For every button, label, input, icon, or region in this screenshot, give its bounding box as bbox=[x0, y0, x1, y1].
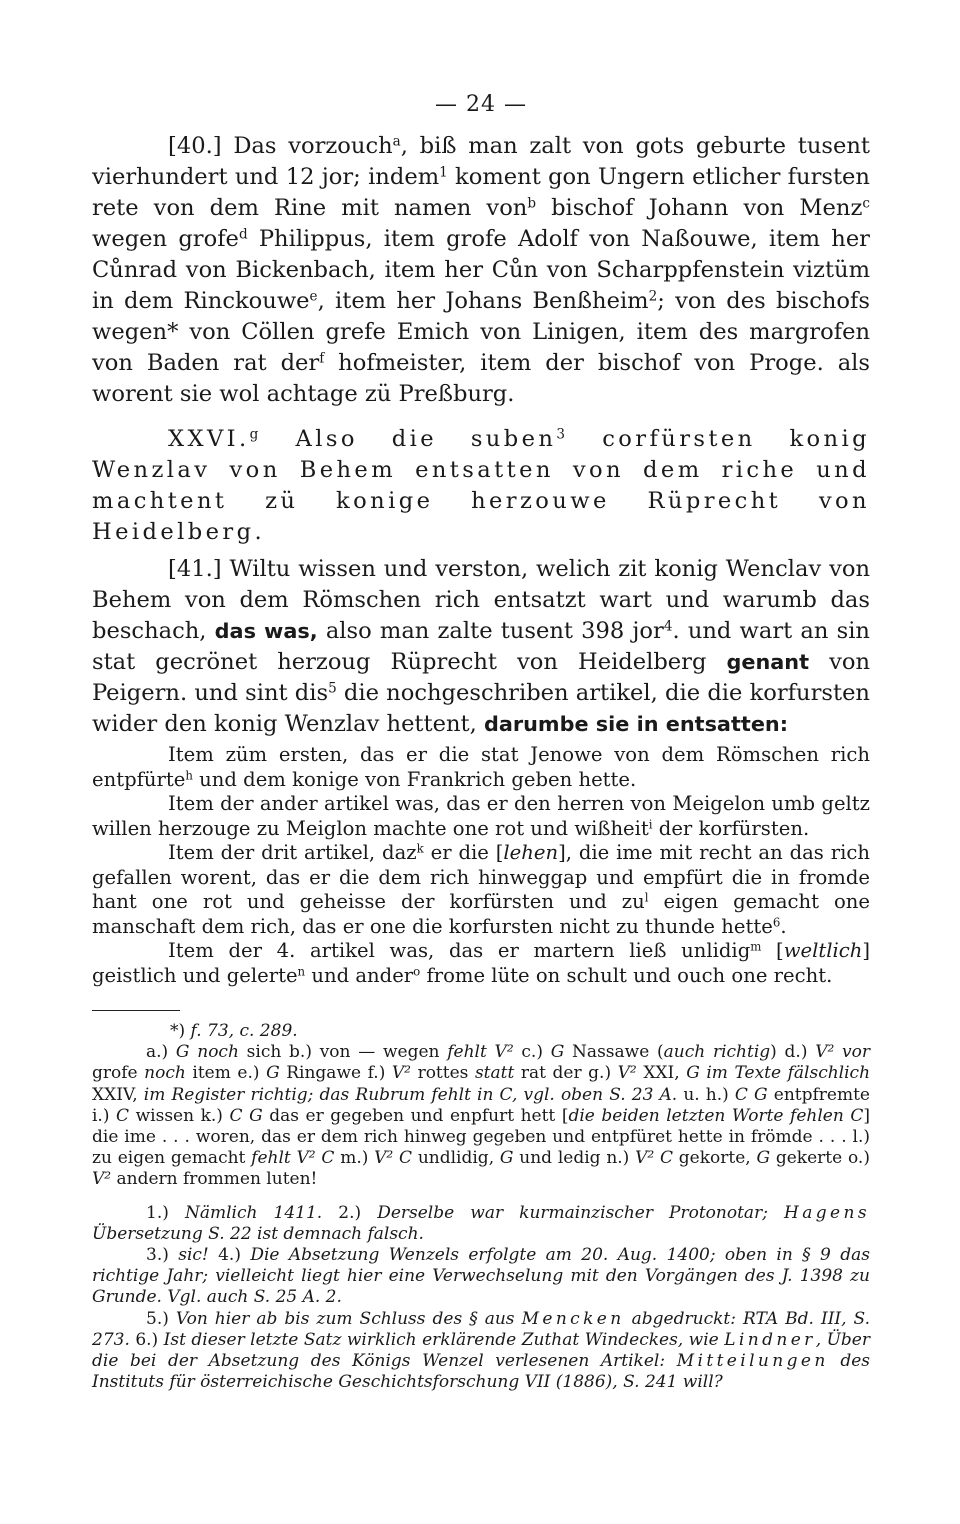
paragraph-41: [41.] Wiltu wissen und verston, welich zit konig Wenclav von Behem von dem Römschen rich entsatzt wart und warumb das beschach, das was, also man zalte tusent 398 jor$^4$. und wart an sin stat gecrönet herzoug Rüprecht von Heidelberg genant von Peigern. und sint dis$^5$ die nochgeschriben artikel, die die korfursten wider den konig Wenzlav hettent, darumbe sie in entsatten: bbox=[92, 556, 871, 737]
page-number: — 24 — bbox=[435, 92, 527, 117]
note-ref: k bbox=[416, 841, 424, 856]
bold-text: genant bbox=[726, 650, 810, 674]
page bbox=[92, 92, 870, 1393]
article-item: Item der 4. artikel was, das er martern ließ unlidig$^m$ [weltlich] geistlich und gelerte$^n$ und ander$^o$ frome lüte on schult und ouch one recht. bbox=[92, 939, 870, 987]
paragraph-40: [40.] Das vorzouch$^a$, biß man zalt von gots geburte tusent vierhundert und 12 jor; indem$^1$ koment gon Ungern etlicher fursten rete von dem Rine mit namen von$^b$ bischof Johann von Menz$^c$ wegen grofe$^d$ Philippus, item grofe Adolf von Naßouwe, item her Cůnrad von Bickenbach, item her Cůn von Scharppfenstein viztüm in dem Rinckouwe$^e$, item her Johans Benßheim$^2$; von des bischofs wegen* von Cöllen grefe Emich von Linigen, item des margrofen von Baden rat der$^f$ hofmeister, item der bischof von Proge. als worent sie wol achtage zü Preßburg. bbox=[92, 133, 870, 407]
note-ref: d bbox=[238, 226, 248, 243]
note-ref: 1 bbox=[439, 164, 448, 181]
note-ref: f bbox=[319, 350, 325, 367]
note-ref: i bbox=[648, 817, 653, 832]
note-ref: 6 bbox=[772, 915, 781, 930]
variant-notes bbox=[92, 1021, 870, 1191]
article-list bbox=[92, 743, 870, 988]
variant-apparatus: a.) G noch sich b.) von — wegen fehlt V² c.) G Nassawe (auch richtig) d.) V² vor grofe noch item e.) G Ringawe f.) V² rottes statt rat der g.) V² XXI, G im Texte fälschlich XXIV, im Register richtig; das Rubrum fehlt in C, vgl. oben S. 23 A. u. h.) C G entpfremte i.) C wissen k.) C G das er gegeben und enpfurt hett [die beiden letzten Worte fehlen C] die ime . . . woren, das er dem rich hinweg gegeben und entpfüret hette in frömde . . . l.) zu eigen gemacht fehlt V² C m.) V² C undlidig, G und ledig n.) V² C gekorte, G gekerte o.) V² andern frommen luten! bbox=[92, 1042, 871, 1190]
note-ref: n bbox=[297, 964, 306, 979]
bold-text: das was, bbox=[214, 619, 318, 643]
bold-text: darumbe sie in entsatten: bbox=[483, 712, 789, 736]
note-ref: g bbox=[249, 426, 262, 443]
star-note: *) f. 73, c. 289. bbox=[170, 1021, 298, 1041]
explanatory-note: 3.) sic! 4.) Die Absetzung Wenzels erfolgte am 20. Aug. 1400; oben in § 9 das richtige Jahr; vielleicht liegt hier eine Verwechselung mit den Vorgängen des J. 1398 zu Grunde. Vgl. auch S. 25 A. 2. bbox=[92, 1245, 870, 1308]
para-bracket: [41.] bbox=[168, 556, 222, 582]
note-ref: e bbox=[309, 288, 318, 305]
article-item: Item der drit artikel, daz$^k$ er die [lehen], die ime mit recht an das rich gefallen worent, das er die dem rich hinweggap und empfürt die in fromde hant one rot und geheisse der korfürsten und $zu^l$ eigen gemacht one manschaft dem rich, das er one die korfursten nicht zu thunde hette$^6$. bbox=[92, 841, 871, 938]
note-ref: b bbox=[527, 195, 537, 212]
article-item: Item züm ersten, das er die stat Jenowe von dem Römschen rich entpfürte$^h$ und dem konige von Frankrich geben hette. bbox=[92, 743, 870, 791]
note-ref: c bbox=[862, 195, 870, 212]
note-ref: a bbox=[392, 133, 401, 150]
article-item: Item der ander artikel was, das er den herren von Meigelon umb geltz willen herzouge zu Meiglon machte one rot und wißheit$^i$ der korfürsten. bbox=[92, 792, 870, 840]
note-ref: 5 bbox=[328, 680, 337, 697]
note-ref: m bbox=[750, 939, 762, 954]
chapter-heading: XXVI.$^g$ Also die suben$^3$ corfürsten konig Wenzlav von Behem entsatten von dem riche und machtent zü konige herzouwe Rüprecht von Heidelberg. bbox=[92, 426, 870, 545]
footnote-divider bbox=[92, 1010, 180, 1011]
note-ref: 4 bbox=[663, 618, 673, 635]
explanatory-note: 5.) Von hier ab bis zum Schluss des § aus Mencken abgedruckt: RTA Bd. III, S. 273. 6.) Ist dieser letzte Satz wirklich erklärende Zuthat Windeckes, wie Lindner, Über die bei der Absetzung des Königs Wenzel verlesenen Artikel: Mitteilungen des Instituts für österreichische Geschichtsforschung VII (1886), S. 241 will? bbox=[92, 1308, 870, 1393]
note-ref: o bbox=[413, 964, 421, 979]
note-ref: h bbox=[185, 768, 193, 783]
chapter-number: XXVI. bbox=[168, 426, 250, 452]
explanatory-note: 1.) Nämlich 1411. 2.) Derselbe war kurmainzischer Protonotar; Hagens Übersetzung S. 22 ist demnach falsch. bbox=[92, 1202, 870, 1244]
para-bracket: [40.] bbox=[168, 133, 222, 159]
note-ref: 2 bbox=[648, 288, 658, 305]
note-ref: l bbox=[644, 890, 649, 905]
note-ref: 3 bbox=[556, 426, 569, 443]
explanatory-notes bbox=[92, 1203, 870, 1394]
